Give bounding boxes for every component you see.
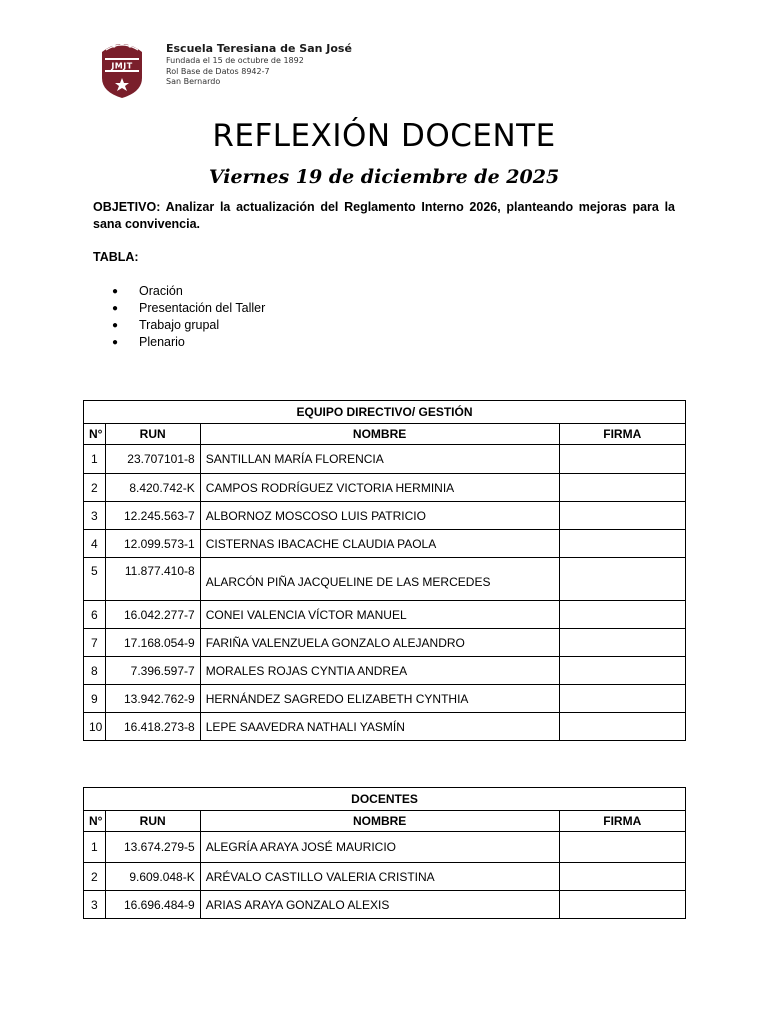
column-header-run: RUN — [105, 424, 200, 445]
table-header-row — [84, 424, 686, 445]
objective-text: OBJETIVO: Analizar la actualización del Reglamento Interno 2026, planteando mejoras para la sana convivencia. — [93, 200, 675, 231]
row-firma-field[interactable] — [559, 558, 686, 601]
row-nombre: ARIAS ARAYA GONZALO ALEXIS — [200, 891, 559, 919]
teachers-table — [83, 787, 686, 919]
row-run: 8.420.742-K — [105, 474, 200, 502]
school-crest-logo — [96, 34, 148, 100]
row-firma-field[interactable] — [559, 891, 685, 919]
table-row — [84, 445, 686, 474]
table-row — [84, 685, 686, 713]
svg-text:JMJT: JMJT — [111, 61, 133, 71]
management-table — [83, 400, 686, 741]
row-number: 3 — [84, 891, 106, 919]
row-run: 12.245.563-7 — [105, 502, 200, 530]
row-nombre: HERNÁNDEZ SAGREDO ELIZABETH CYNTHIA — [200, 685, 559, 713]
column-header-nombre: NOMBRE — [200, 424, 559, 445]
row-firma-field[interactable] — [559, 474, 686, 502]
row-number: 9 — [84, 685, 106, 713]
row-number: 4 — [84, 530, 106, 558]
row-number: 6 — [84, 601, 106, 629]
bullet-icon: ● — [112, 286, 119, 297]
agenda-item — [112, 300, 265, 317]
agenda-item-label: Plenario — [139, 335, 185, 349]
row-nombre: ALEGRÍA ARAYA JOSÉ MAURICIO — [200, 832, 559, 863]
row-run: 23.707101-8 — [105, 445, 200, 474]
table-heading: DOCENTES — [84, 788, 686, 811]
column-header-nombre: NOMBRE — [200, 811, 559, 832]
row-run: 7.396.597-7 — [105, 657, 200, 685]
row-nombre: ALARCÓN PIÑA JACQUELINE DE LAS MERCEDES — [200, 558, 559, 601]
row-nombre: CISTERNAS IBACACHE CLAUDIA PAOLA — [200, 530, 559, 558]
page-title: REFLEXIÓN DOCENTE — [212, 118, 556, 154]
school-rbd: Rol Base de Datos 8942-7 — [166, 66, 270, 76]
bullet-icon: ● — [112, 303, 119, 314]
row-number: 1 — [84, 445, 106, 474]
column-header-run: RUN — [105, 811, 200, 832]
row-firma-field[interactable] — [559, 445, 686, 474]
table-row — [84, 601, 686, 629]
row-run: 12.099.573-1 — [105, 530, 200, 558]
table-heading: EQUIPO DIRECTIVO/ GESTIÓN — [84, 401, 686, 424]
table-row — [84, 891, 686, 919]
column-header-firma: FIRMA — [559, 811, 685, 832]
table-heading-row — [84, 788, 686, 811]
table-row — [84, 657, 686, 685]
document-date: Viernes 19 de diciembre de 2025 — [208, 166, 560, 188]
row-run: 16.696.484-9 — [105, 891, 200, 919]
row-nombre: CONEI VALENCIA VÍCTOR MANUEL — [200, 601, 559, 629]
table-row — [84, 832, 686, 863]
agenda-item-label: Trabajo grupal — [139, 318, 220, 332]
row-firma-field[interactable] — [559, 685, 686, 713]
table-row — [84, 713, 686, 741]
row-number: 1 — [84, 832, 106, 863]
table-row — [84, 530, 686, 558]
row-nombre: FARIÑA VALENZUELA GONZALO ALEJANDRO — [200, 629, 559, 657]
row-number: 2 — [84, 474, 106, 502]
column-header-n: N° — [84, 424, 106, 445]
bullet-icon: ● — [112, 337, 119, 348]
school-city: San Bernardo — [166, 77, 221, 86]
row-firma-field[interactable] — [559, 629, 686, 657]
table-heading-row — [84, 401, 686, 424]
table-row — [84, 863, 686, 891]
table-row — [84, 629, 686, 657]
agenda-item — [112, 334, 265, 351]
row-nombre: SANTILLAN MARÍA FLORENCIA — [200, 445, 559, 474]
school-founded: Fundada el 15 de octubre de 1892 — [166, 56, 304, 65]
row-run: 16.042.277-7 — [105, 601, 200, 629]
agenda-item-label: Oración — [139, 284, 183, 298]
row-run: 11.877.410-8 — [105, 558, 200, 601]
agenda-item — [112, 317, 265, 334]
row-nombre: CAMPOS RODRÍGUEZ VICTORIA HERMINIA — [200, 474, 559, 502]
row-nombre: ALBORNOZ MOSCOSO LUIS PATRICIO — [200, 502, 559, 530]
row-firma-field[interactable] — [559, 713, 686, 741]
agenda-list — [112, 283, 265, 351]
row-firma-field[interactable] — [559, 832, 685, 863]
agenda-item-label: Presentación del Taller — [139, 301, 266, 315]
agenda-heading: TABLA: — [93, 250, 139, 264]
table-row — [84, 558, 686, 601]
row-number: 5 — [84, 558, 106, 601]
row-number: 8 — [84, 657, 106, 685]
row-number: 10 — [84, 713, 106, 741]
row-firma-field[interactable] — [559, 601, 686, 629]
agenda-item — [112, 283, 265, 300]
row-run: 13.942.762-9 — [105, 685, 200, 713]
school-name: Escuela Teresiana de San José — [166, 42, 352, 55]
row-firma-field[interactable] — [559, 863, 685, 891]
row-number: 7 — [84, 629, 106, 657]
row-firma-field[interactable] — [559, 502, 686, 530]
school-info — [166, 42, 466, 88]
row-nombre: ARÉVALO CASTILLO VALERIA CRISTINA — [200, 863, 559, 891]
row-run: 9.609.048-K — [105, 863, 200, 891]
row-run: 13.674.279-5 — [105, 832, 200, 863]
row-number: 2 — [84, 863, 106, 891]
column-header-firma: FIRMA — [559, 424, 686, 445]
table-row — [84, 474, 686, 502]
row-firma-field[interactable] — [559, 530, 686, 558]
row-number: 3 — [84, 502, 106, 530]
row-nombre: MORALES ROJAS CYNTIA ANDREA — [200, 657, 559, 685]
table-header-row — [84, 811, 686, 832]
row-nombre: LEPE SAAVEDRA NATHALI YASMÍN — [200, 713, 559, 741]
column-header-n: N° — [84, 811, 106, 832]
row-run: 16.418.273-8 — [105, 713, 200, 741]
row-firma-field[interactable] — [559, 657, 686, 685]
row-run: 17.168.054-9 — [105, 629, 200, 657]
table-row — [84, 502, 686, 530]
bullet-icon: ● — [112, 320, 119, 331]
